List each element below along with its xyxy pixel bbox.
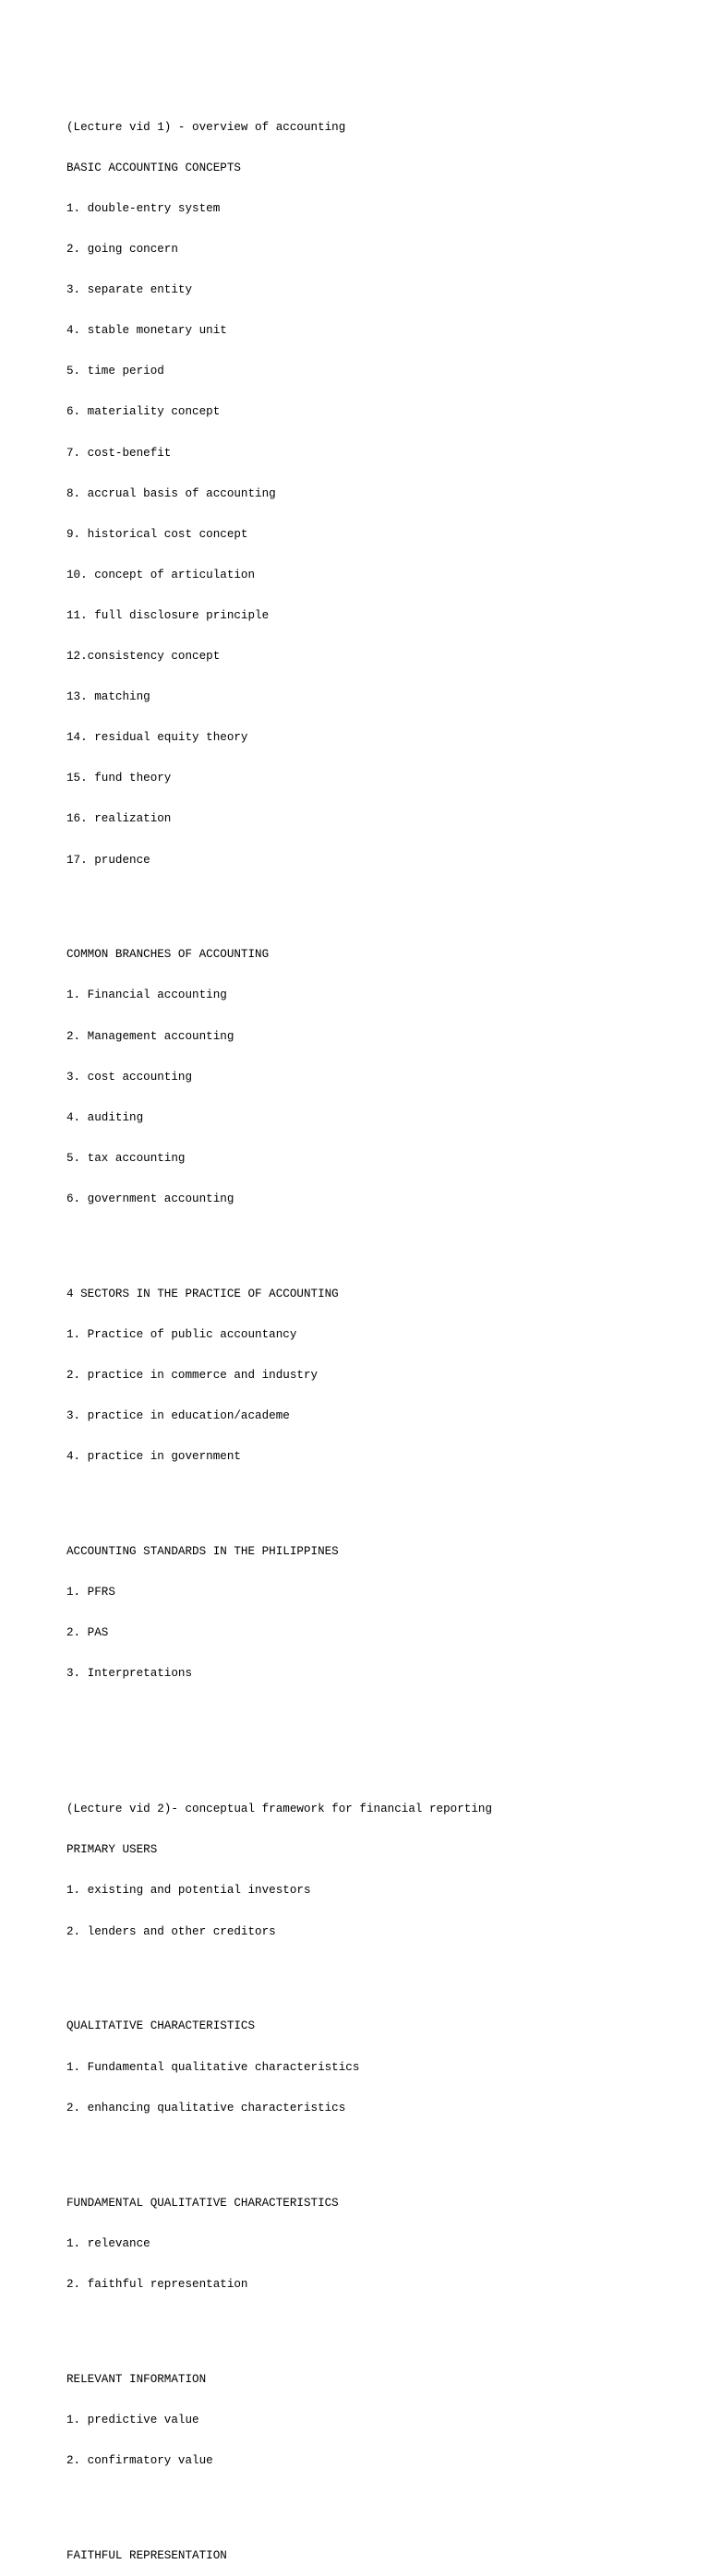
list-item: 1. Practice of public accountancy xyxy=(66,1327,297,1341)
list-item: 13. matching xyxy=(66,690,150,704)
list-item: 2. enhancing qualitative characteristics xyxy=(66,2101,346,2115)
list-item: 1. Fundamental qualitative characteristics xyxy=(66,2060,360,2074)
list-item: 12.consistency concept xyxy=(66,650,221,664)
list-item: 14. residual equity theory xyxy=(66,731,248,745)
list-item: 4. stable monetary unit xyxy=(66,324,227,338)
spacer xyxy=(66,1233,694,1247)
faithful-heading: FAITHFUL REPRESENTATION xyxy=(66,2548,227,2562)
list-item: 10. concept of articulation xyxy=(66,568,256,581)
list-item: 2. faithful representation xyxy=(66,2277,248,2291)
qualitative-heading: QUALITATIVE CHARACTERISTICS xyxy=(66,2019,256,2033)
list-item: 1. existing and potential investors xyxy=(66,1884,311,1898)
list-item: 2. Management accounting xyxy=(66,1029,234,1043)
list-item: 5. tax accounting xyxy=(66,1151,186,1165)
list-item: 3. separate entity xyxy=(66,283,193,297)
list-item: 6. materiality concept xyxy=(66,405,221,419)
list-item: 1. Financial accounting xyxy=(66,988,227,1002)
list-item: 2. practice in commerce and industry xyxy=(66,1369,318,1383)
lecture-1-title: (Lecture vid 1) - overview of accounting xyxy=(66,120,346,134)
list-item: 3. Interpretations xyxy=(66,1667,193,1681)
relevant-info-heading: RELEVANT INFORMATION xyxy=(66,2372,207,2386)
list-item: 1. predictive value xyxy=(66,2413,199,2426)
list-item: 4. practice in government xyxy=(66,1450,241,1464)
spacer xyxy=(66,2318,694,2332)
document-page xyxy=(66,66,694,2576)
primary-users-heading: PRIMARY USERS xyxy=(66,1843,158,1857)
spacer xyxy=(66,894,694,908)
list-item: 5. time period xyxy=(66,365,164,378)
spacer xyxy=(66,1491,694,1504)
list-item: 4. auditing xyxy=(66,1110,144,1124)
standards-heading: ACCOUNTING STANDARDS IN THE PHILIPPINES xyxy=(66,1545,339,1559)
basic-concepts-heading: BASIC ACCOUNTING CONCEPTS xyxy=(66,161,241,174)
list-item: 7. cost-benefit xyxy=(66,446,172,460)
list-item: 3. practice in education/academe xyxy=(66,1409,290,1423)
list-item: 2. PAS xyxy=(66,1626,109,1640)
list-item: 2. going concern xyxy=(66,243,178,257)
fundamental-heading: FUNDAMENTAL QUALITATIVE CHARACTERISTICS xyxy=(66,2196,339,2210)
list-item: 11. full disclosure principle xyxy=(66,608,270,622)
list-item: 1. PFRS xyxy=(66,1586,115,1600)
spacer xyxy=(66,1966,694,1980)
list-item: 17. prudence xyxy=(66,853,150,867)
list-item: 2. lenders and other creditors xyxy=(66,1924,276,1938)
spacer xyxy=(66,1707,694,1748)
list-item: 1. double-entry system xyxy=(66,202,221,215)
list-item: 3. cost accounting xyxy=(66,1070,193,1084)
lecture-2-title: (Lecture vid 2)- conceptual framework for financial reporting xyxy=(66,1803,493,1816)
list-item: 9. historical cost concept xyxy=(66,527,248,541)
list-item: 15. fund theory xyxy=(66,772,172,785)
list-item: 16. realization xyxy=(66,812,172,826)
spacer xyxy=(66,2142,694,2156)
list-item: 6. government accounting xyxy=(66,1192,234,1205)
spacer xyxy=(66,2495,694,2509)
list-item: 8. accrual basis of accounting xyxy=(66,486,276,500)
sectors-heading: 4 SECTORS IN THE PRACTICE OF ACCOUNTING xyxy=(66,1287,339,1300)
list-item: 1. relevance xyxy=(66,2236,150,2250)
list-item: 2. confirmatory value xyxy=(66,2453,213,2467)
branches-heading: COMMON BRANCHES OF ACCOUNTING xyxy=(66,948,270,962)
